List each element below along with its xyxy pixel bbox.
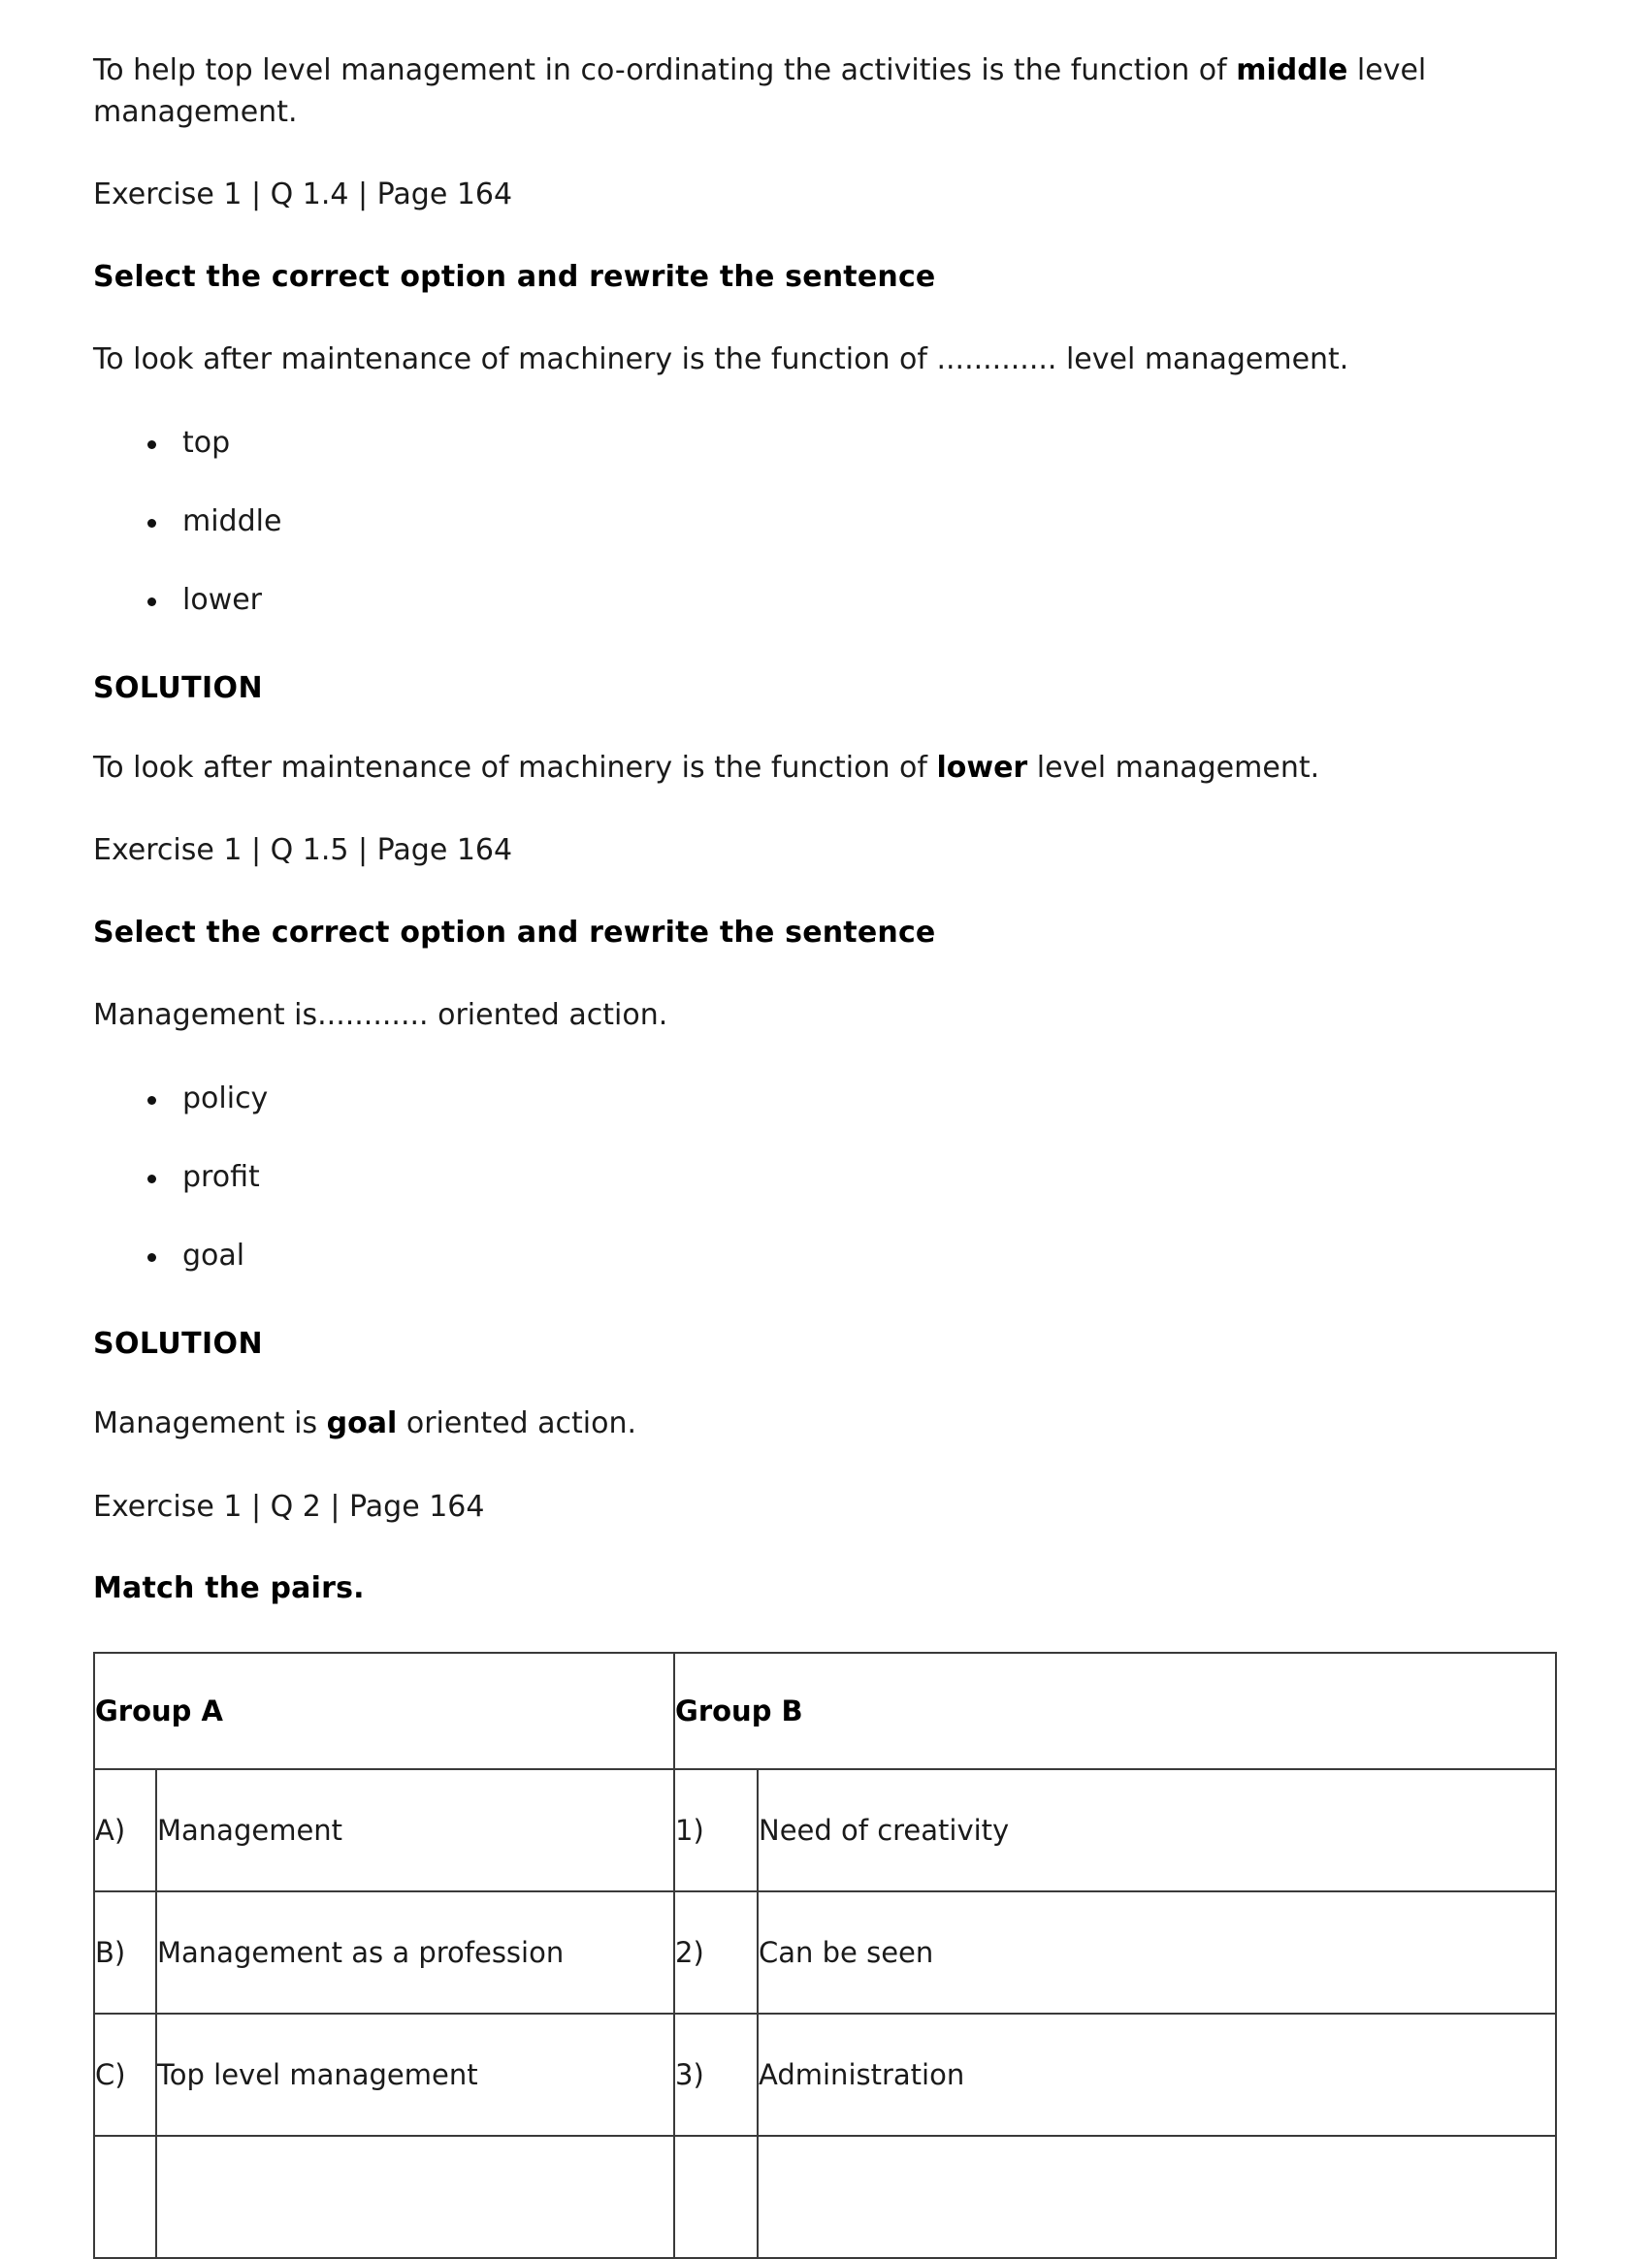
- table-header: [94, 1653, 1556, 1769]
- option-item: goal: [93, 1237, 1559, 1275]
- question-heading-1-5: Select the correct option and rewrite the sentence: [93, 915, 936, 950]
- option-item: top: [93, 424, 1559, 462]
- row-value-b: Need of creativity: [758, 1769, 1556, 1891]
- solution-bold-answer: lower: [936, 750, 1028, 785]
- question-prompt-1-4: To look after maintenance of machinery is the function of ............. level management.: [93, 342, 1349, 377]
- row-value-a: Management as a profession: [156, 1891, 674, 2014]
- row-value-a: Management: [156, 1769, 674, 1891]
- options-list-1-5: [93, 1080, 1559, 1275]
- row-key-a: B): [94, 1891, 156, 2014]
- option-item: lower: [93, 581, 1559, 619]
- row-value-b: Can be seen: [758, 1891, 1556, 2014]
- solution-paragraph-1-5: [93, 1404, 1559, 1445]
- question-meta-1-4: Exercise 1 | Q 1.4 | Page 164: [93, 177, 513, 212]
- intro-text-after: level management.: [93, 53, 1427, 129]
- solution-label-1-5: SOLUTION: [93, 1326, 263, 1361]
- row-value-a-empty: [156, 2136, 674, 2258]
- column-header-group-b: Group B: [674, 1653, 1556, 1769]
- table-row: [94, 1769, 1556, 1891]
- intro-text-before: To help top level management in co-ordinating the activities is the function of: [93, 53, 1237, 87]
- solution-text-after: oriented action.: [397, 1405, 637, 1440]
- match-pairs-table: [93, 1652, 1557, 2259]
- option-item: policy: [93, 1080, 1559, 1117]
- solution-text-before: To look after maintenance of machinery is the function of: [93, 750, 937, 785]
- table-row: [94, 1891, 1556, 2014]
- intro-solution-paragraph: [93, 50, 1559, 133]
- row-key-b: 1): [674, 1769, 758, 1891]
- row-key-a: A): [94, 1769, 156, 1891]
- question-heading-1-4: Select the correct option and rewrite the sentence: [93, 259, 936, 294]
- spacer: [93, 656, 1559, 671]
- row-key-a: C): [94, 2014, 156, 2136]
- table-row: [94, 2014, 1556, 2136]
- column-header-group-a: Group A: [94, 1653, 674, 1769]
- row-value-a: Top level management: [156, 2014, 674, 2136]
- table-row-partial: [94, 2136, 1556, 2258]
- solution-text-after: level management.: [1027, 750, 1320, 785]
- spacer: [93, 1311, 1559, 1327]
- solution-bold-answer: goal: [326, 1405, 398, 1440]
- table-header-row: [94, 1653, 1556, 1769]
- row-value-b: Administration: [758, 2014, 1556, 2136]
- intro-bold-answer: middle: [1236, 53, 1348, 87]
- row-key-a-empty: [94, 2136, 156, 2258]
- row-key-b: 2): [674, 1891, 758, 2014]
- option-item: middle: [93, 502, 1559, 540]
- question-heading-2: Match the pairs.: [93, 1571, 365, 1606]
- question-meta-1-5: Exercise 1 | Q 1.5 | Page 164: [93, 833, 513, 868]
- solution-text-before: Management is: [93, 1405, 327, 1440]
- options-list-1-4: [93, 424, 1559, 619]
- row-key-b-empty: [674, 2136, 758, 2258]
- row-value-b-empty: [758, 2136, 1556, 2258]
- question-meta-2: Exercise 1 | Q 2 | Page 164: [93, 1489, 485, 1524]
- solution-label-1-4: SOLUTION: [93, 670, 263, 705]
- row-key-b: 3): [674, 2014, 758, 2136]
- table-body: [94, 1769, 1556, 2258]
- option-item: profit: [93, 1158, 1559, 1196]
- question-prompt-1-5: Management is............ oriented action.: [93, 998, 668, 1033]
- solution-paragraph-1-4: [93, 748, 1559, 790]
